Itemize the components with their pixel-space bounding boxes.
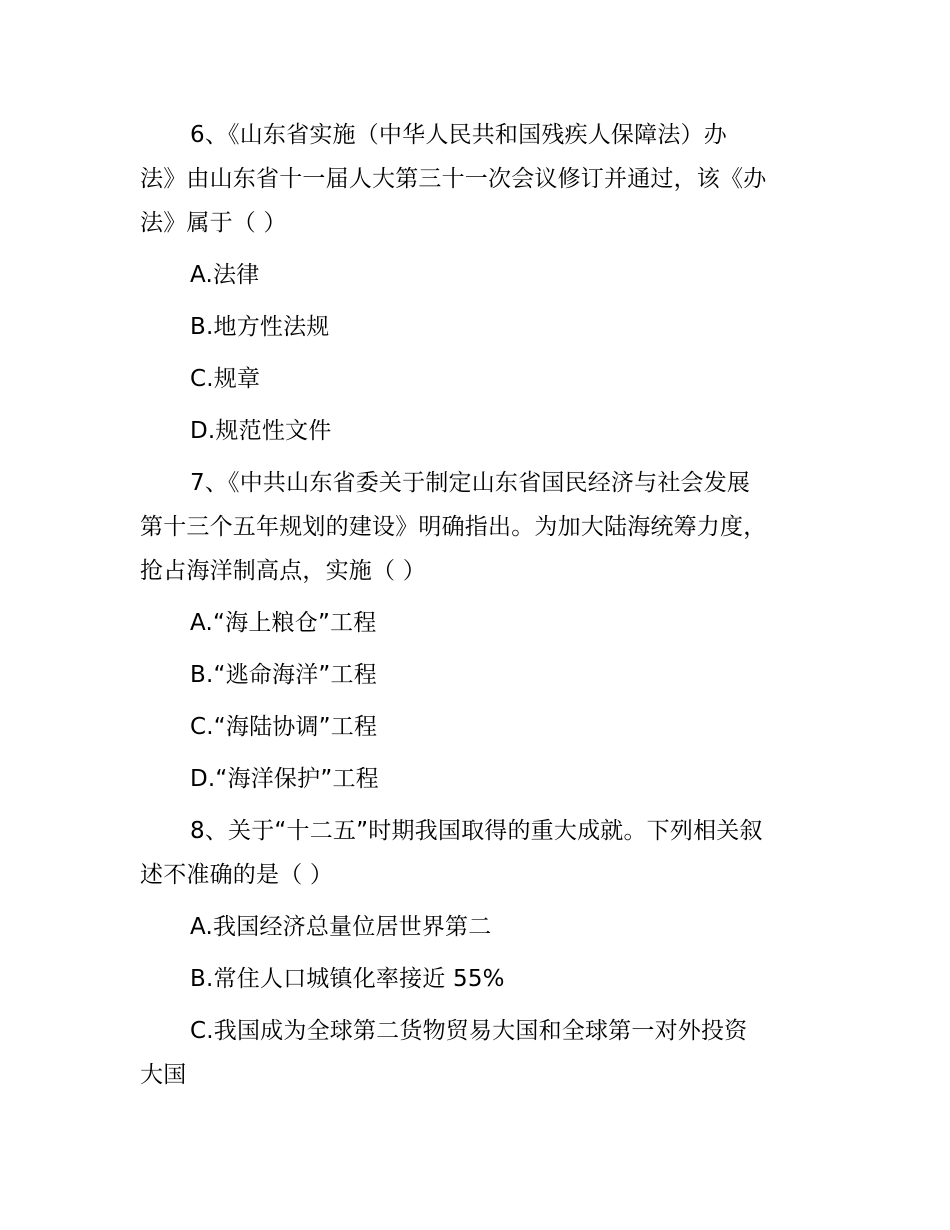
question-8-option-c-line-1: C.我国成为全球第二货物贸易大国和全球第一对外投资 xyxy=(190,1018,748,1044)
question-8 xyxy=(140,809,812,1097)
question-7-option-c: C.“海陆协调”工程 xyxy=(190,714,378,740)
question-8-option-c-line-2: 大国 xyxy=(140,1062,187,1088)
question-7-stem-line-1: 7、《中共山东省委关于制定山东省国民经济与社会发展 xyxy=(190,470,751,496)
question-6-stem-line-1: 6、《山东省实施（中华人民共和国残疾人保障法）办 xyxy=(190,122,727,148)
question-6 xyxy=(140,113,812,453)
question-7-option-d: D.“海洋保护”工程 xyxy=(190,766,379,792)
question-8-option-a: A.我国经济总量位居世界第二 xyxy=(190,914,492,940)
question-6-option-c: C.规章 xyxy=(190,366,261,392)
question-7-stem-line-3: 抢占海洋制高点，实施（ ） xyxy=(140,558,426,584)
question-6-option-d: D.规范性文件 xyxy=(190,418,332,444)
question-7-option-b: B.“逃命海洋”工程 xyxy=(190,662,377,688)
question-7-option-a: A.“海上粮仓”工程 xyxy=(190,610,377,636)
question-8-option-b: B.常住人口城镇化率接近 55% xyxy=(190,966,505,992)
document-page xyxy=(140,113,812,1097)
question-6-option-a: A.法律 xyxy=(190,262,260,288)
question-8-stem-line-1: 8、关于“十二五”时期我国取得的重大成就。下列相关叙 xyxy=(190,818,763,844)
question-6-stem-line-3: 法》属于（ ） xyxy=(140,210,287,236)
question-7 xyxy=(140,461,812,801)
question-6-option-b: B.地方性法规 xyxy=(190,314,330,340)
question-7-stem-line-2: 第十三个五年规划的建设》明确指出。为加大陆海统筹力度， xyxy=(140,514,767,540)
question-8-stem-line-2: 述不准确的是（ ） xyxy=(140,862,334,888)
question-6-stem-line-2: 法》由山东省十一届人大第三十一次会议修订并通过，该《办 xyxy=(140,166,767,192)
